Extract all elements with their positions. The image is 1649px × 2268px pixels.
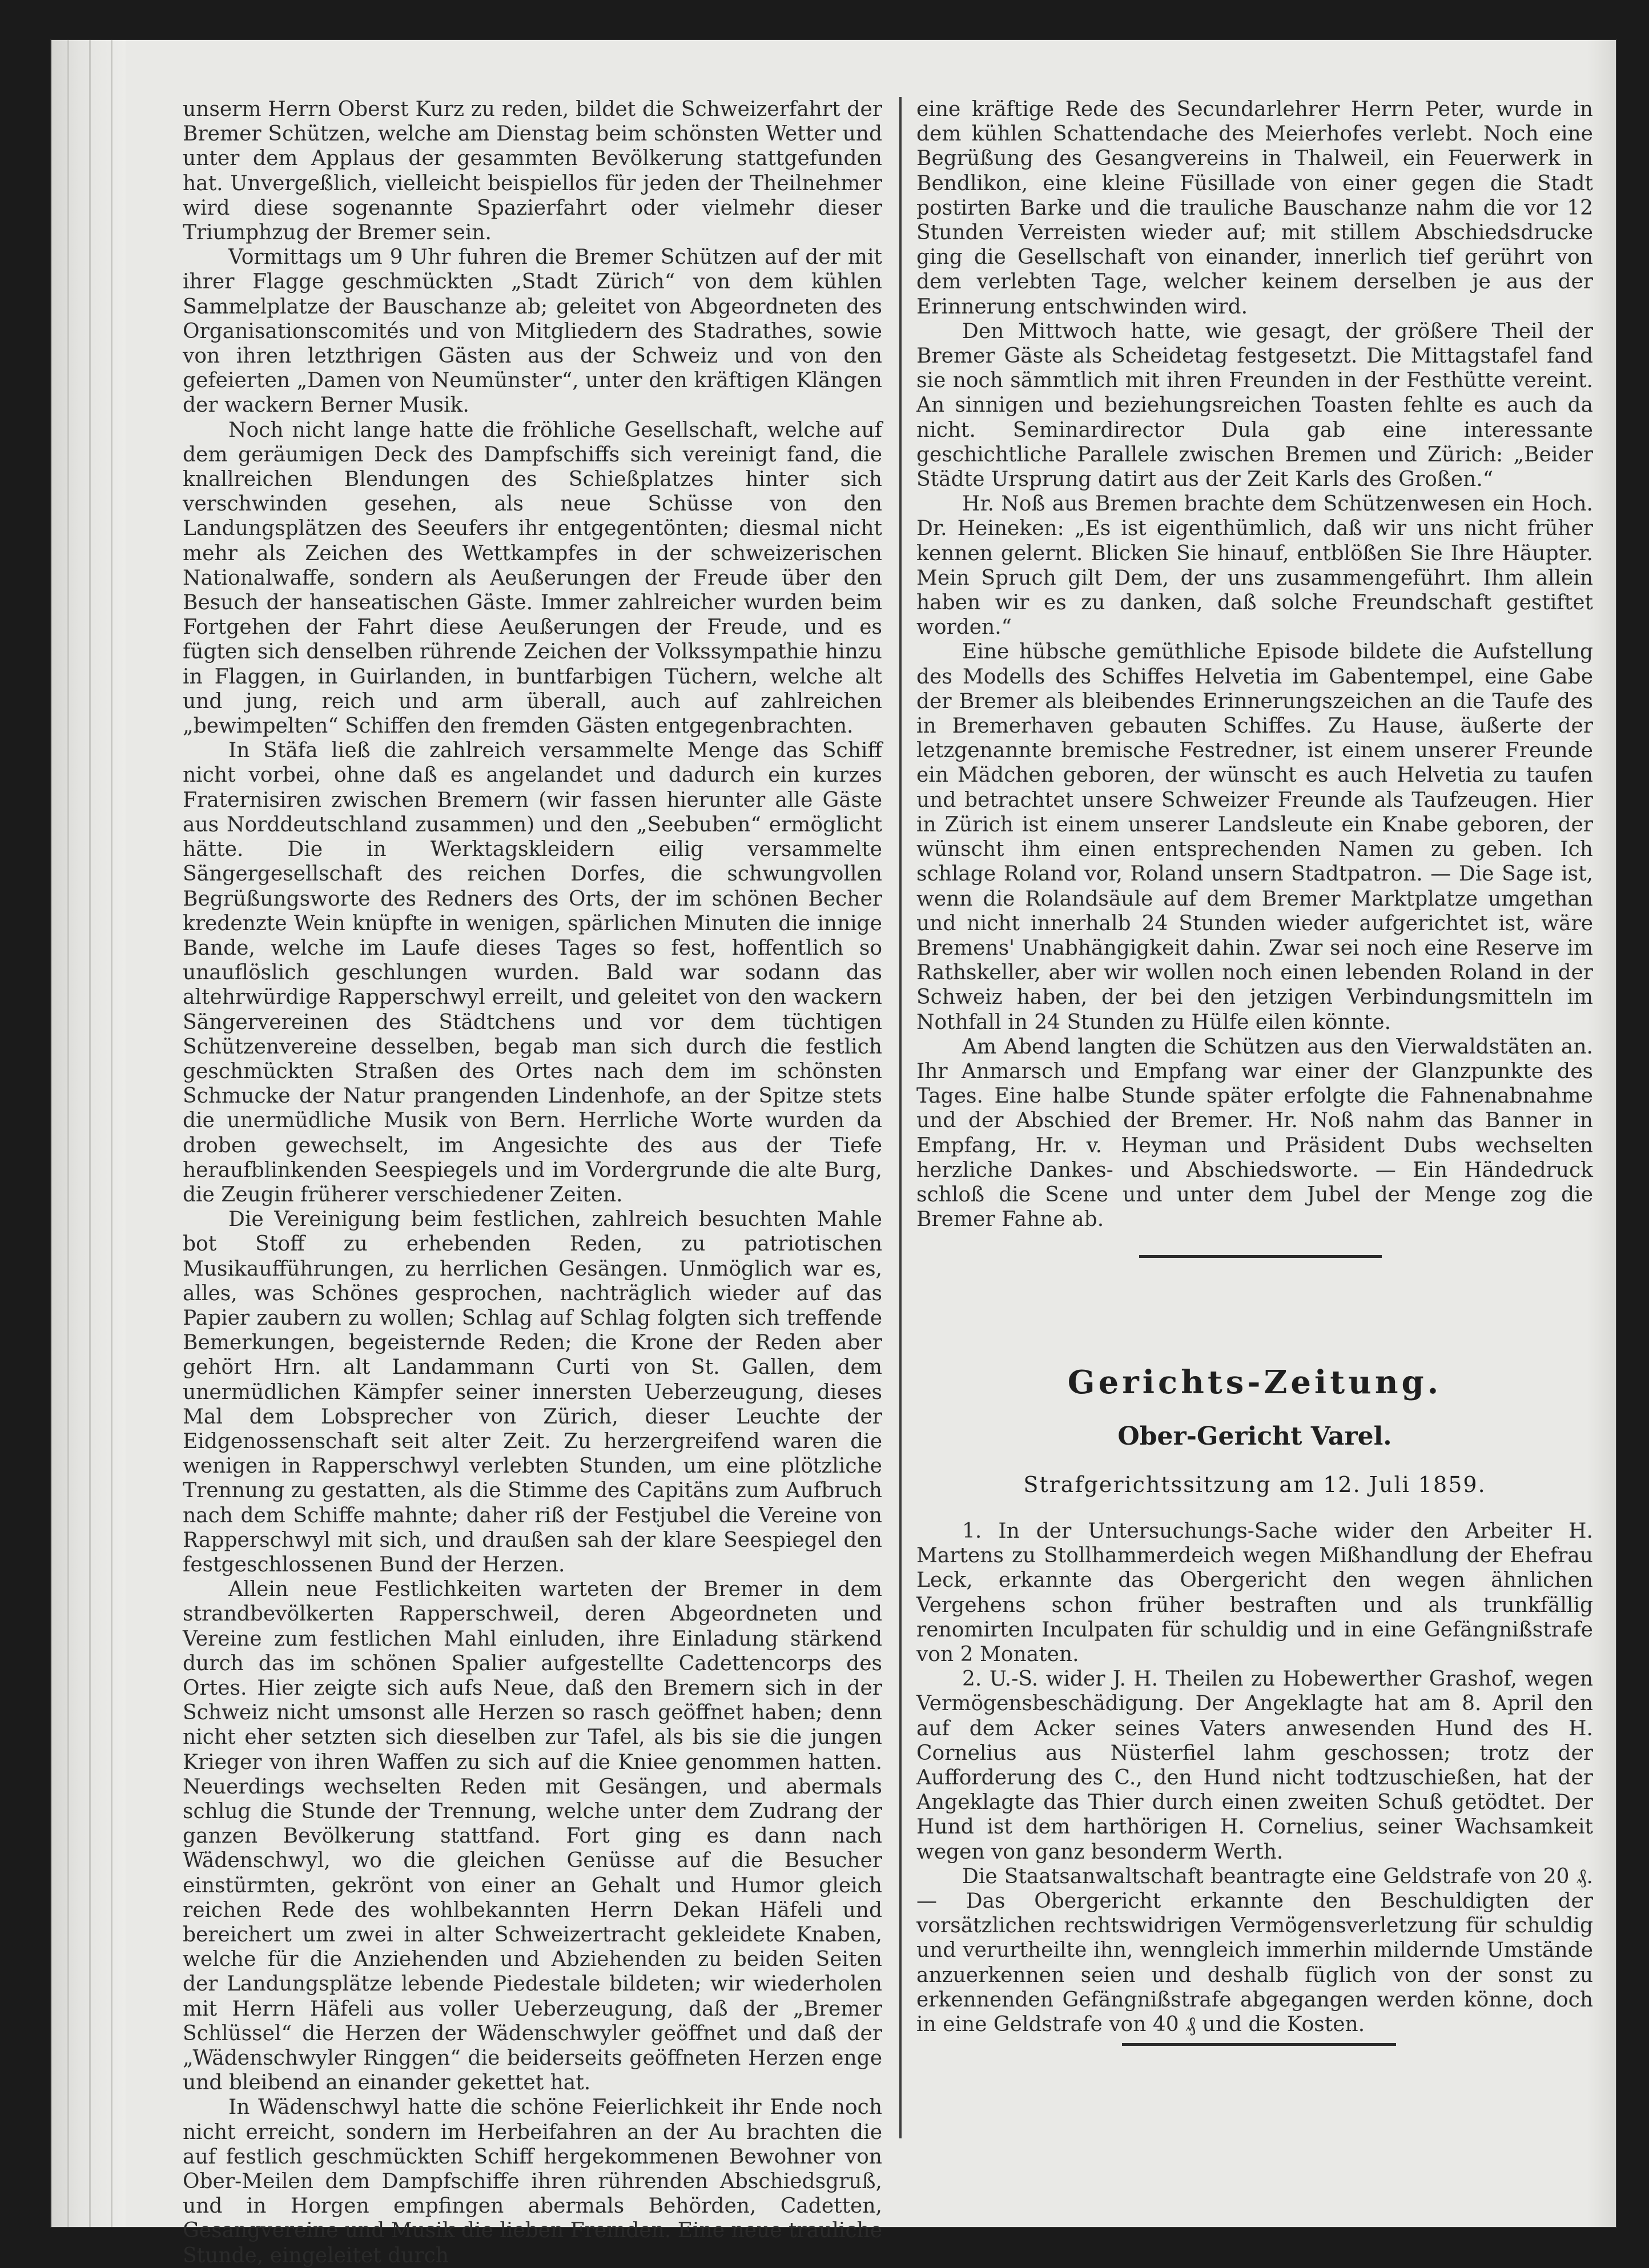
section-title: Gerichts-Zeitung. [1067,1364,1442,1401]
end-rule [1122,2043,1396,2046]
court-report-column [916,1519,1593,2037]
article-paragraph: eine kräftige Rede des Secundarlehrer Herrn Peter, wurde in dem kühlen Schattendache des Meierhofes verlebt. Noch eine Begrüßung des Gesangvereins in Thalweil, ein Feuerwerk in Bendlikon, eine kleine Füsillade von einer gegen die Stadt postirten Barke und die trauliche Bauschanze nahm die vor 12 Stunden Verreisten wieder auf; mit stillem Abschiedsdrucke ging die Gesellschaft von einander, innerlich tief gerührt von dem verlebten Tage, welcher keinem derselben je aus der Erinnerung entschwinden wird. [916,98,1593,319]
section-separator-rule [1139,1255,1382,1258]
article-paragraph: In Stäfa ließ die zahlreich versammelte Menge das Schiff nicht vorbei, ohne daß es angelandet und dadurch ein kurzes Fraternisiren zwischen Bremern (wir fassen hierunter alle Gäste aus Norddeutschland zusammen) und den „Seebuben“ ermöglicht hätte. Die in Werktagskleidern eilig versammelte Sängergesellschaft des reichen Dorfes, die schwungvollen Begrüßungsworte des Redners des Orts, der im schönen Becher kredenzte Wein knüpfte in wenigen, spärlichen Minuten die innige Bande, welche im Laufe dieses Tages so fest, hoffentlich so unauflöslich geschlungen wurden. Bald war sodann das altehrwürdige Rapperschwyl erreilt, und geleitet von den wackern Sängervereinen des Städtchens und vor dem tüchtigen Schützenvereine desselben, begab man sich durch die festlich geschmückten Straßen des Ortes nach dem im schönsten Schmucke der Natur prangenden Lindenhofe, an der Spitze stets die unermüdliche Musik von Bern. Herrliche Worte wurden da droben gewechselt, im Angesichte des aus der Tiefe heraufblinkenden Seespiegels und im Vordergrunde die alte Burg, die Zeugin früherer verschiedener Zeiten. [183,739,882,1207]
page-binding [51,40,126,2227]
article-paragraph: Vormittags um 9 Uhr fuhren die Bremer Schützen auf der mit ihrer Flagge geschmückten „Stadt Zürich“ von dem kühlen Sammelplatze der Bauschanze ab; geleitet von Abgeordneten des Organisationscomités und von Mitgliedern des Stadrathes, sowie von ihren letzthrigen Gästen aus der Schweiz und von den gefeierten „Damen von Neumünster“, unter den kräftigen Klängen der wackern Berner Musik. [183,246,882,417]
article-paragraph: Eine hübsche gemüthliche Episode bildete die Aufstellung des Modells des Schiffes Helvetia im Gabentempel, eine Gabe der Bremer als bleibendes Erinnerungszeichen an die Taufe des in Bremerhaven gebauten Schiffes. Zu Hause, äußerte der letzgenannte bremische Festredner, ist einem unserer Freunde ein Mädchen geboren, der wünscht es auch Helvetia zu taufen und betrachtet unsere Schweizer Freunde als Taufzeugen. Hier in Zürich ist einem unserer Landsleute ein Knabe geboren, der wünscht ihm einen entsprechenden Namen zu geben. Ich schlage Roland vor, Roland unsern Stadtpatron. — Die Sage ist, wenn die Rolandsäule auf dem Bremer Marktplatze umgethan und nicht innerhalb 24 Stunden wieder aufgerichtet ist, wäre Bremens' Unabhängigkeit dahin. Zwar sei noch eine Reserve im Rathskeller, aber wir wollen noch einen lebenden Roland in der Schweiz haben, der bei den jetzigen Verbindungsmitteln im Nothfall in 24 Stunden zu Hülfe eilen könnte. [916,640,1593,1034]
article-paragraph: Die Vereinigung beim festlichen, zahlreich besuchten Mahle bot Stoff zu erhebenden Reden, zu patriotischen Musikaufführungen, zu herrlichen Gesängen. Unmöglich war es, alles, was Schönes gesprochen, nachträglich wieder auf das Papier zaubern zu wollen; Schlag auf Schlag folgten sich treffende Bemerkungen, begeisternde Reden; die Krone der Reden aber gehört Hrn. alt Landammann Curti von St. Gallen, dem unermüdlichen Kämpfer seiner innersten Ueberzeugung, dieses Mal dem Lobsprecher von Zürich, dieser Leuchte der Eidgenossenschaft seit alter Zeit. Zu herzergreifend waren die wenigen in Rapperschwyl verlebten Stunden, um eine plötzliche Trennung zu gestatten, als die Stimme des Capitäns zum Aufbruch nach dem Schiffe mahnte; daher riß der Festjubel die Vereine von Rapperschwyl mit sich, und draußen sah der klare Seespiegel den festgeschlossenen Bund der Herzen. [183,1208,882,1577]
article-paragraph: Hr. Noß aus Bremen brachte dem Schützenwesen ein Hoch. Dr. Heineken: „Es ist eigenthümlich, daß wir uns nicht früher kennen gelernt. Blicken Sie hinauf, entblößen Sie Ihre Häupter. Mein Spruch gilt Dem, der uns zusammengeführt. Ihm allein haben wir es zu danken, daß solche Freundschaft gestiftet worden.“ [916,492,1593,640]
article-paragraph: Noch nicht lange hatte die fröhliche Gesellschaft, welche auf dem geräumigen Deck des Dampfschiffs sich vereinigt fand, die knallreichen Blendungen des Schießplatzes hinter sich verschwinden gesehen, als neue Schüsse von den Landungsplätzen des Seeufers ihr entgegentönten; diesmal nicht mehr als Zeichen des Wettkampfes in der schweizerischen Nationalwaffe, sondern als Aeußerungen der Freude über den Besuch der hanseatischen Gäste. Immer zahlreicher wurden beim Fortgehen der Fahrt diese Aeußerungen der Freude, und es fügten sich denselben rührende Zeichen der Volkssympathie hinzu in Flaggen, in Guirlanden, in buntfarbigen Tüchern, welche alt und jung, reich und arm überall, auch auf zahlreichen „bewimpelten“ Schiffen den fremden Gästen entgegenbrachten. [183,418,882,738]
court-case-paragraph: 1. In der Untersuchungs-Sache wider den Arbeiter H. Martens zu Stollhammerdeich wegen Mißhandlung der Ehefrau Leck, erkannte das Obergericht den wegen ähnlichen Vergehens schon früher bestraften und als trunkfällig renomirten Inculpaten für schuldig und in eine Gefängnißstrafe von 2 Monaten. [916,1519,1593,1667]
column-divider [899,97,902,2138]
article-paragraph: Den Mittwoch hatte, wie gesagt, der größere Theil der Bremer Gäste als Scheidetag festgesetzt. Die Mittagstafel fand sie noch sämmtlich mit ihren Freunden in der Festhütte vereint. An sinnigen und beziehungsreichen Toasten fehlte es auch da nicht. Seminardirector Dula gab eine interessante geschichtliche Parallele zwischen Bremen und Zürich: „Beider Städte Ursprung datirt aus der Zeit Karls des Großen.“ [916,319,1593,492]
article-paragraph: Allein neue Festlichkeiten warteten der Bremer in dem strandbevölkerten Rapperschweil, deren Abgeordneten und Vereine zum festlichen Mahl einluden, ihre Einladung stärkend durch das im schönen Spalier aufgestellte Cadettencorps des Ortes. Hier zeigte sich aufs Neue, daß den Bremern sich in der Schweiz nicht umsonst alle Herzen so rasch geöffnet haben; denn nicht eher setzten sich dieselben zur Tafel, als bis sie die jungen Krieger von ihren Waffen zu sich auf die Kniee genommen hatten. Neuerdings wechselten Reden mit Gesängen, und abermals schlug die Stunde der Trennung, welche unter dem Zudrang der ganzen Bevölkerung stattfand. Fort ging es dann nach Wädenschwyl, wo die gleichen Genüsse auf die Besucher einstürmten, gekrönt von einer an Gehalt und Humor gleich reichen Rede des wohlbekannten Herrn Dekan Häfeli und bereichert um zwei in alter Schweizertracht gekleidete Knaben, welche für die Anziehenden und Abziehenden zu beiden Seiten der Landungsplätze lebende Piedestale bildeten; wir wiederholen mit Herrn Häfeli aus voller Ueberzeugung, daß der „Bremer Schlüssel“ die Herzen der Wädenschwyler geöffnet und daß der „Wädenschwyler Ringgen“ die beiderseits geöffneten Herzen enge und bleibend an einander gekettet hat. [183,1578,882,2095]
binding-edge-line [67,40,69,2227]
article-left-column [183,97,882,2267]
binding-edge-line [89,40,91,2227]
article-paragraph: Am Abend langten die Schützen aus den Vierwaldstäten an. Ihr Anmarsch und Empfang war einer der Glanzpunkte des Tages. Eine halbe Stunde später erfolgte die Fahnenabnahme und der Abschied der Bremer. Hr. Noß nahm das Banner in Empfang, Hr. v. Heyman und Präsident Dubs wechselten herzliche Dankes- und Abschiedsworte. — Ein Händedruck schloß die Scene und unter dem Jubel der Menge zog die Bremer Fahne ab. [916,1035,1593,1232]
article-paragraph: In Wädenschwyl hatte die schöne Feierlichkeit ihr Ende noch nicht erreicht, sondern im Herbeifahren an der Au brachten die auf festlich geschmückten Schiff hergekommenen Bewohner von Ober-Meilen dem Dampfschiffe ihren rührenden Abschiedsgruß, und in Horgen empfingen abermals Behörden, Cadetten, Gesangvereine und Musik die lieben Fremden. Eine neue trauliche Stunde, eingeleitet durch [183,2096,882,2267]
article-right-column [916,97,1593,1232]
article-paragraph: unserm Herrn Oberst Kurz zu reden, bildet die Schweizerfahrt der Bremer Schützen, welche am Dienstag beim schönsten Wetter und unter dem Applaus der gesammten Bevölkerung stattgefunden hat. Unvergeßlich, vielleicht beispiellos für jeden der Theilnehmer wird diese sogenannte Spazierfahrt oder vielmehr dieser Triumphzug der Bremer sein. [183,98,882,245]
session-heading: Strafgerichtssitzung am 12. Juli 1859. [1023,1472,1486,1497]
court-case-paragraph: 2. U.-S. wider J. H. Theilen zu Hobewerther Grashof, wegen Vermögensbeschädigung. Der Angeklagte hat am 8. April den auf dem Acker seines Vaters anwesenden Hund des H. Cornelius aus Nüsterfiel lahm geschossen; trotz der Aufforderung des C., den Hund nicht todtzuschießen, hat der Angeklagte das Thier durch einen zweiten Schuß getödtet. Der Hund ist dem harthörigen H. Cornelius, seiner Wachsamkeit wegen von ganz besonderm Werth. [916,1667,1593,1864]
binding-edge-line [111,40,112,2227]
court-name-heading: Ober-Gericht Varel. [1117,1422,1392,1451]
court-case-paragraph: Die Staatsanwaltschaft beantragte eine Geldstrafe von 20 ₰. — Das Obergericht erkannte den Beschuldigten der vorsätzlichen rechtswidrigen Vermögensverletzung für schuldig und verurtheilte ihn, wenngleich immerhin mildernde Umstände anzuerkennen seien und deshalb füglich von der sonst zu erkennenden Gefängnißstrafe abgegangen werden könne, doch in eine Geldstrafe von 40 ₰ und die Kosten. [916,1864,1593,2037]
